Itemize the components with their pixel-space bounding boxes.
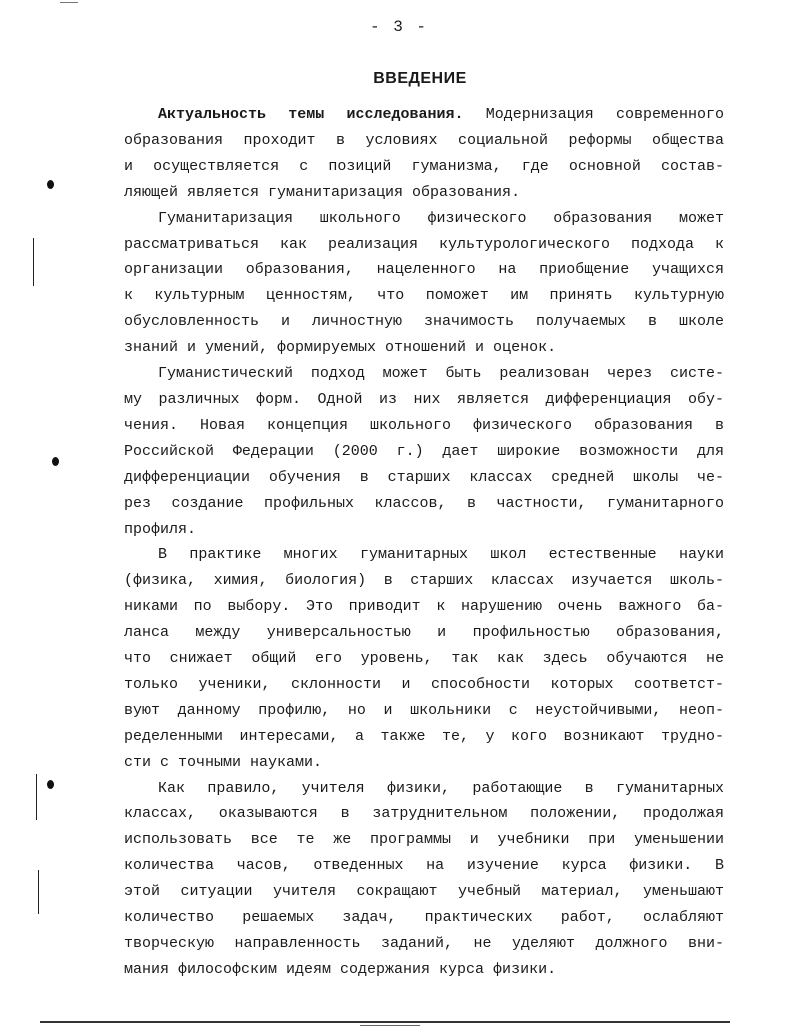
punch-hole-mark bbox=[47, 180, 54, 189]
text-line bbox=[124, 102, 724, 128]
text-line: сти с точными науками. bbox=[124, 753, 323, 771]
text-line: и осуществляется с позиций гуманизма, где основной состав- bbox=[124, 157, 724, 175]
text-line: классах, оказываются в затруднительном положении, продолжая bbox=[124, 805, 724, 823]
punch-hole-mark bbox=[52, 457, 59, 466]
text-line: ляющей является гуманитаризация образования. bbox=[124, 183, 521, 201]
scan-artifact-line bbox=[33, 238, 34, 286]
lead-rest: Модернизация современного bbox=[463, 106, 724, 123]
text-line: (физика, химия, биология) в старших классах изучается школь- bbox=[124, 572, 724, 590]
text-line: только ученики, склонности и способности которых соответст- bbox=[124, 675, 724, 693]
text-line: творческую направленность заданий, не уделяют должного вни- bbox=[124, 935, 724, 952]
text-line: рез создание профильных классов, в частности, гуманитарного bbox=[124, 494, 724, 512]
text-line: вуют данному профилю, но и школьники с неустойчивыми, неоп- bbox=[124, 701, 724, 719]
text-line: организации образования, нацеленного на приобщение учащихся bbox=[124, 261, 724, 279]
text-line: обусловленность и личностную значимость получаемых в школе bbox=[124, 313, 724, 331]
page-number: - 3 - bbox=[369, 18, 428, 36]
scan-artifact-line bbox=[36, 774, 37, 820]
text-line: Как правило, учителя физики, работающие в гуманитарных bbox=[158, 779, 724, 797]
text-line: рассматриваться как реализация культурологического подхода к bbox=[124, 235, 724, 253]
text-line: профиля. bbox=[124, 520, 197, 538]
body-text bbox=[124, 102, 724, 983]
text-line: знаний и умений, формируемых отношений и оценок. bbox=[124, 339, 557, 357]
text-line: что снижает общий его уровень, так как здесь обучаются не bbox=[124, 650, 724, 668]
text-line: использовать все те же программы и учебники при уменьшении bbox=[124, 831, 724, 849]
scan-artifact-line bbox=[38, 870, 39, 914]
text-line: никами по выбору. Это приводит к нарушению очень важного ба- bbox=[124, 598, 724, 616]
paragraph bbox=[124, 102, 724, 206]
text-line: чения. Новая концепция школьного физического образования в bbox=[124, 416, 724, 434]
paragraph bbox=[124, 361, 724, 542]
text-line: мания философским идеям содержания курса физики. bbox=[124, 960, 557, 978]
text-line: образования проходит в условиях социальной реформы общества bbox=[124, 131, 724, 149]
text-line: количество решаемых задач, практических работ, ослабляют bbox=[124, 909, 724, 927]
scan-artifact-bottom bbox=[360, 1025, 420, 1026]
paragraph bbox=[124, 776, 724, 983]
text-line: дифференциации обучения в старших классах средней школы че- bbox=[124, 468, 724, 486]
text-line: В практике многих гуманитарных школ естественные науки bbox=[158, 546, 724, 564]
text-line: Гуманитаризация школьного физического образования может bbox=[158, 209, 724, 227]
text-line: Гуманистический подход может быть реализован через систе- bbox=[158, 365, 724, 383]
lead-phrase: Актуальность темы исследования. bbox=[158, 106, 464, 123]
text-line: к культурным ценностям, что поможет им принять культурную bbox=[124, 287, 724, 305]
text-line: му различных форм. Одной из них является дифференциация обу- bbox=[124, 390, 724, 408]
paragraph bbox=[124, 542, 724, 775]
text-line: этой ситуации учителя сокращают учебный материал, уменьшают bbox=[124, 883, 724, 901]
text-line: ределенными интересами, а также те, у кого возникают трудно- bbox=[124, 727, 724, 745]
section-title: ВВЕДЕНИЕ bbox=[373, 70, 467, 87]
paragraph bbox=[124, 206, 724, 361]
text-line: ланса между универсальностью и профильностью образования, bbox=[124, 624, 724, 642]
text-line: количества часов, отведенных на изучение курса физики. В bbox=[124, 857, 724, 875]
scan-artifact-bottom bbox=[40, 1021, 730, 1023]
punch-hole-mark bbox=[47, 780, 54, 789]
text-line: Российской Федерации (2000 г.) дает широкие возможности для bbox=[124, 442, 724, 460]
scan-artifact-top bbox=[60, 2, 78, 3]
